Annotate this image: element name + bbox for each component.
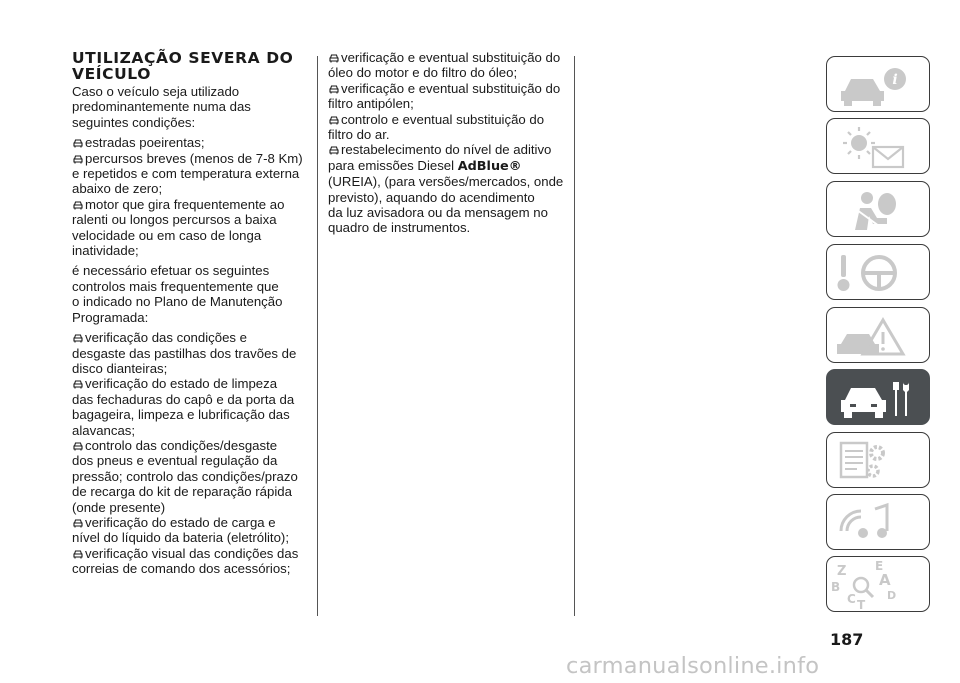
car-bullet-icon xyxy=(73,139,83,148)
list-item xyxy=(72,515,310,546)
index-letter: C xyxy=(847,592,856,606)
text-line: Caso o veículo seja utilizado xyxy=(72,84,240,99)
text-line: ralenti ou longos percursos a baixa xyxy=(72,212,277,228)
text-line: estradas poeirentas; xyxy=(85,135,205,151)
text-line: nível do líquido da bateria (eletrólito); xyxy=(72,530,289,546)
car-bullet-icon xyxy=(329,116,339,125)
multimedia-icon xyxy=(827,495,931,551)
text-line: verificação do estado de limpeza xyxy=(85,376,278,392)
list-item xyxy=(72,197,310,259)
intro-paragraph xyxy=(72,84,310,130)
text-line: verificação e eventual substituição do xyxy=(341,80,561,96)
text-line: predominantemente numa das xyxy=(72,99,251,115)
text-line: é necessário efetuar os seguintes xyxy=(72,263,270,279)
car-bullet-icon xyxy=(73,155,83,164)
index-letter: D xyxy=(887,589,897,602)
text-line: dos pneus e eventual regulação da xyxy=(72,453,278,469)
key-steering-wheel-icon xyxy=(827,245,931,301)
tab-technical-data[interactable] xyxy=(826,432,930,488)
text-column-left xyxy=(72,50,310,577)
svg-text:i: i xyxy=(892,72,898,88)
tab-warning-lights[interactable] xyxy=(826,118,930,174)
car-bullet-icon xyxy=(329,54,339,63)
text-line: das fechaduras do capô e da porta da xyxy=(72,391,295,407)
text-line: bagageira, limpeza e lubrificação das xyxy=(72,407,290,423)
tab-car-info[interactable] xyxy=(826,56,930,112)
list-item xyxy=(72,546,310,577)
index-letter: B xyxy=(831,580,841,594)
text-line: velocidade ou em caso de longa xyxy=(72,227,262,243)
tab-starting-driving[interactable] xyxy=(826,244,930,300)
car-bullet-icon xyxy=(73,380,83,389)
text-line: controlo e eventual substituição do xyxy=(341,111,545,127)
car-bullet-icon xyxy=(73,442,83,451)
text-line: verificação do estado de carga e xyxy=(85,514,276,530)
tab-index[interactable] xyxy=(826,556,930,612)
car-bullet-icon xyxy=(329,85,339,94)
emergency-warning-icon xyxy=(827,308,931,364)
text-column-right xyxy=(328,50,566,236)
car-bullet-icon xyxy=(73,550,83,559)
watermark: carmanualsonline.info xyxy=(566,653,820,679)
text-line: verificação das condições e xyxy=(85,330,248,346)
middle-paragraph xyxy=(72,263,310,325)
text-line: percursos breves (menos de 7-8 Km) xyxy=(85,150,303,166)
list-item xyxy=(328,142,566,235)
text-line: da luz avisadora ou da mensagem no xyxy=(328,205,548,221)
tab-multimedia[interactable] xyxy=(826,494,930,550)
text-line: verificação e eventual substituição do xyxy=(341,50,561,65)
text-line: restabelecimento do nível de aditivo xyxy=(341,142,552,158)
text-line: disco dianteiras; xyxy=(72,360,168,376)
page-number: 187 xyxy=(830,630,864,649)
column-divider xyxy=(574,56,575,616)
car-bullet-icon xyxy=(73,519,83,528)
tab-maintenance[interactable] xyxy=(826,369,930,425)
adblue-brand: AdBlue® xyxy=(457,158,522,174)
text-line: seguintes condições: xyxy=(72,114,196,130)
text-line: pressão; controlo das condições/prazo xyxy=(72,468,298,484)
text-line: verificação visual das condições das xyxy=(85,545,299,561)
text-line: previsto), aquando do acendimento xyxy=(328,189,535,205)
section-title xyxy=(72,50,310,82)
car-bullet-icon xyxy=(73,334,83,343)
index-letter: A xyxy=(879,571,891,589)
text-line: e repetidos e com temperatura externa xyxy=(72,166,300,182)
list-item xyxy=(72,135,310,150)
technical-data-icon xyxy=(827,433,931,489)
alphabetical-index-icon xyxy=(827,557,931,613)
text-line: filtro do ar. xyxy=(328,127,390,143)
text-line: (UREIA), (para versões/mercados, onde xyxy=(328,174,564,190)
column-divider xyxy=(317,56,318,616)
text-line: de recarga do kit de reparação rápida xyxy=(72,484,292,500)
text-line: filtro antipólen; xyxy=(328,96,414,112)
index-letter: T xyxy=(857,598,866,612)
seat-airbag-icon xyxy=(827,182,931,238)
list-item xyxy=(72,438,310,515)
text-line: quadro de instrumentos. xyxy=(328,220,471,236)
list-item xyxy=(328,112,566,143)
car-info-icon xyxy=(827,57,931,113)
text-line: óleo do motor e do filtro do óleo; xyxy=(328,65,518,81)
warning-light-message-icon xyxy=(827,119,931,175)
text-line: Programada: xyxy=(72,309,149,325)
car-bullet-icon xyxy=(329,146,339,155)
car-bullet-icon xyxy=(73,201,83,210)
text-line: controlo das condições/desgaste xyxy=(85,437,278,453)
text-line: controlos mais frequentemente que xyxy=(72,278,279,294)
text-line: desgaste das pastilhas dos travões de xyxy=(72,345,297,361)
list-item xyxy=(328,50,566,81)
index-letter: E xyxy=(875,559,884,573)
section-title-line: UTILIZAÇÃO SEVERA DO xyxy=(72,49,294,67)
text-line: abaixo de zero; xyxy=(72,181,163,197)
text-line: (onde presente) xyxy=(72,499,166,515)
section-title-line: VEÍCULO xyxy=(72,65,152,83)
text-line: correias de comando dos acessórios; xyxy=(72,561,291,577)
text-line: para emissões Diesel xyxy=(328,157,458,173)
list-item xyxy=(72,330,310,376)
text-line: o indicado no Plano de Manutenção xyxy=(72,294,283,310)
list-item xyxy=(328,81,566,112)
tab-emergency[interactable] xyxy=(826,307,930,363)
tab-safety[interactable] xyxy=(826,181,930,237)
text-line: motor que gira frequentemente ao xyxy=(85,196,285,212)
text-line: inatividade; xyxy=(72,243,139,259)
car-maintenance-icon xyxy=(827,370,931,426)
list-item xyxy=(72,376,310,438)
index-letter: Z xyxy=(837,564,847,579)
text-line: alavancas; xyxy=(72,422,136,438)
list-item xyxy=(72,151,310,197)
